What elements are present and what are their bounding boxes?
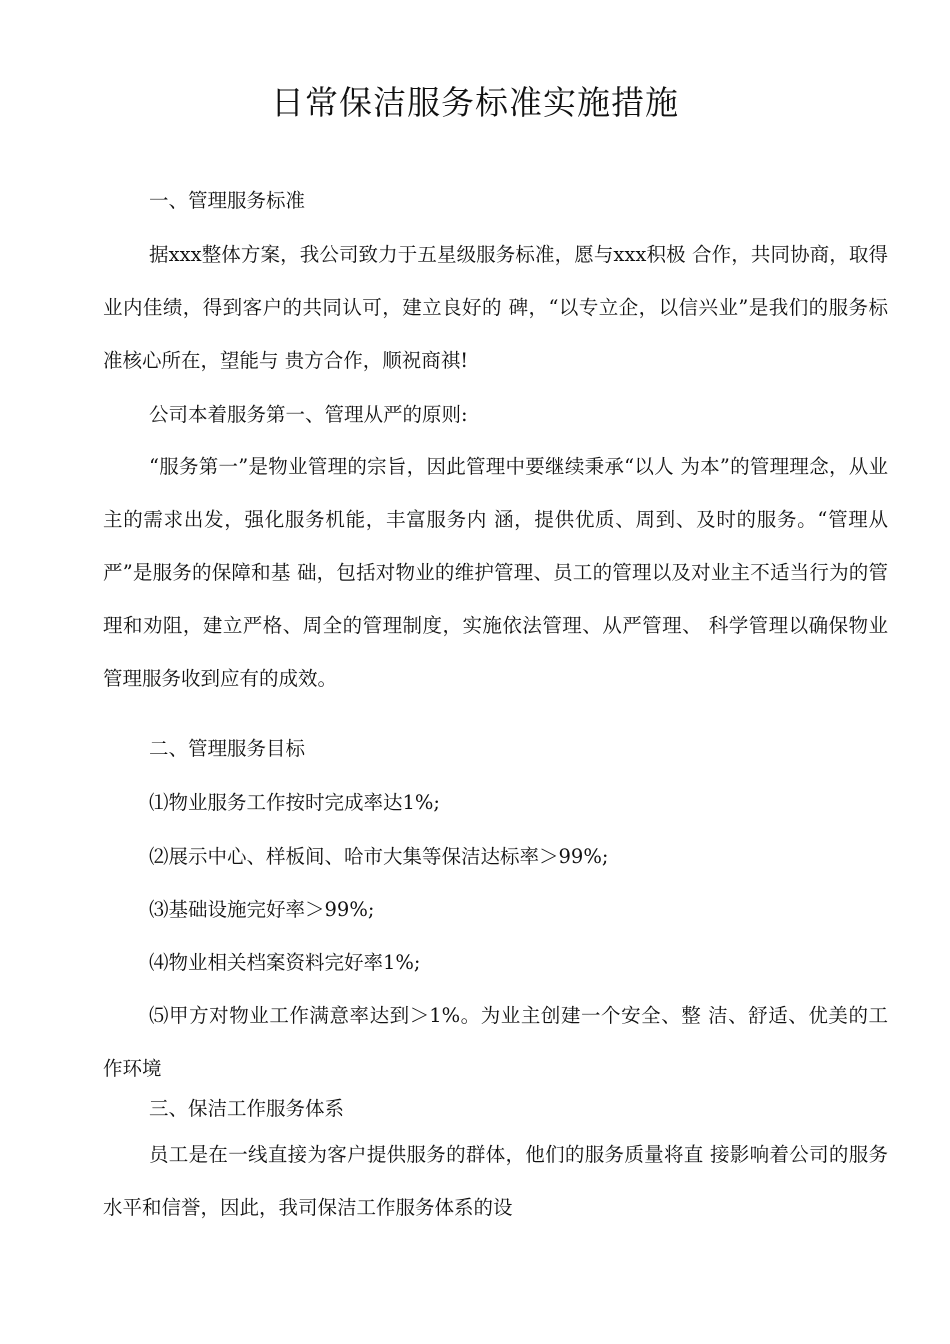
section1-paragraph-1: 据xxx整体方案，我公司致力于五星级服务标准，愿与xxx积极 合作，共同协商，取得业内佳绩，得到客户的共同认可，建立良好的 碑，“以专立企，以信兴业”是我们的服务标准核心所在，望能与 贵方合作，顺祝商祺! — [103, 243, 888, 372]
goal-item-5: ⑸甲方对物业工作满意率达到＞1%。为业主创建一个安全、整 洁、舒适、优美的工作环境 — [103, 1004, 888, 1080]
section3-paragraph-1: 员工是在一线直接为客户提供服务的群体，他们的服务质量将直 接影响着公司的服务水平和信誉，因此，我司保洁工作服务体系的设 — [103, 1143, 888, 1219]
section2-heading: 二、管理服务目标 — [149, 737, 306, 760]
section1-heading: 一、管理服务标准 — [149, 189, 306, 212]
goal-item-2: ⑵展示中心、样板间、哈市大集等保洁达标率＞99%; — [149, 845, 609, 868]
section1-paragraph-2: 公司本着服务第一、管理从严的原则: — [149, 403, 468, 426]
goal-item-3: ⑶基础设施完好率＞99%; — [149, 898, 375, 921]
section1-paragraph-3: “服务第一”是物业管理的宗旨，因此管理中要继续秉承“以人 为本”的管理理念，从业主的需求出发，强化服务机能，丰富服务内 涵，提供优质、周到、及时的服务。“管理从严”是服务的保障和基 础，包括对物业的维护管理、员工的管理以及对业主不适当行为的管 理和劝阻，建立严格、周全的管理制度，实施依法管理、从严管理、 科学管理以确保物业管理服务收到应有的成效。 — [103, 455, 888, 690]
document-title: 日常保洁服务标准实施措施 — [271, 83, 679, 122]
goal-item-4: ⑷物业相关档案资料完好率1%; — [149, 951, 421, 974]
section3-heading: 三、保洁工作服务体系 — [149, 1097, 345, 1120]
goal-item-1: ⑴物业服务工作按时完成率达1%; — [149, 791, 441, 814]
